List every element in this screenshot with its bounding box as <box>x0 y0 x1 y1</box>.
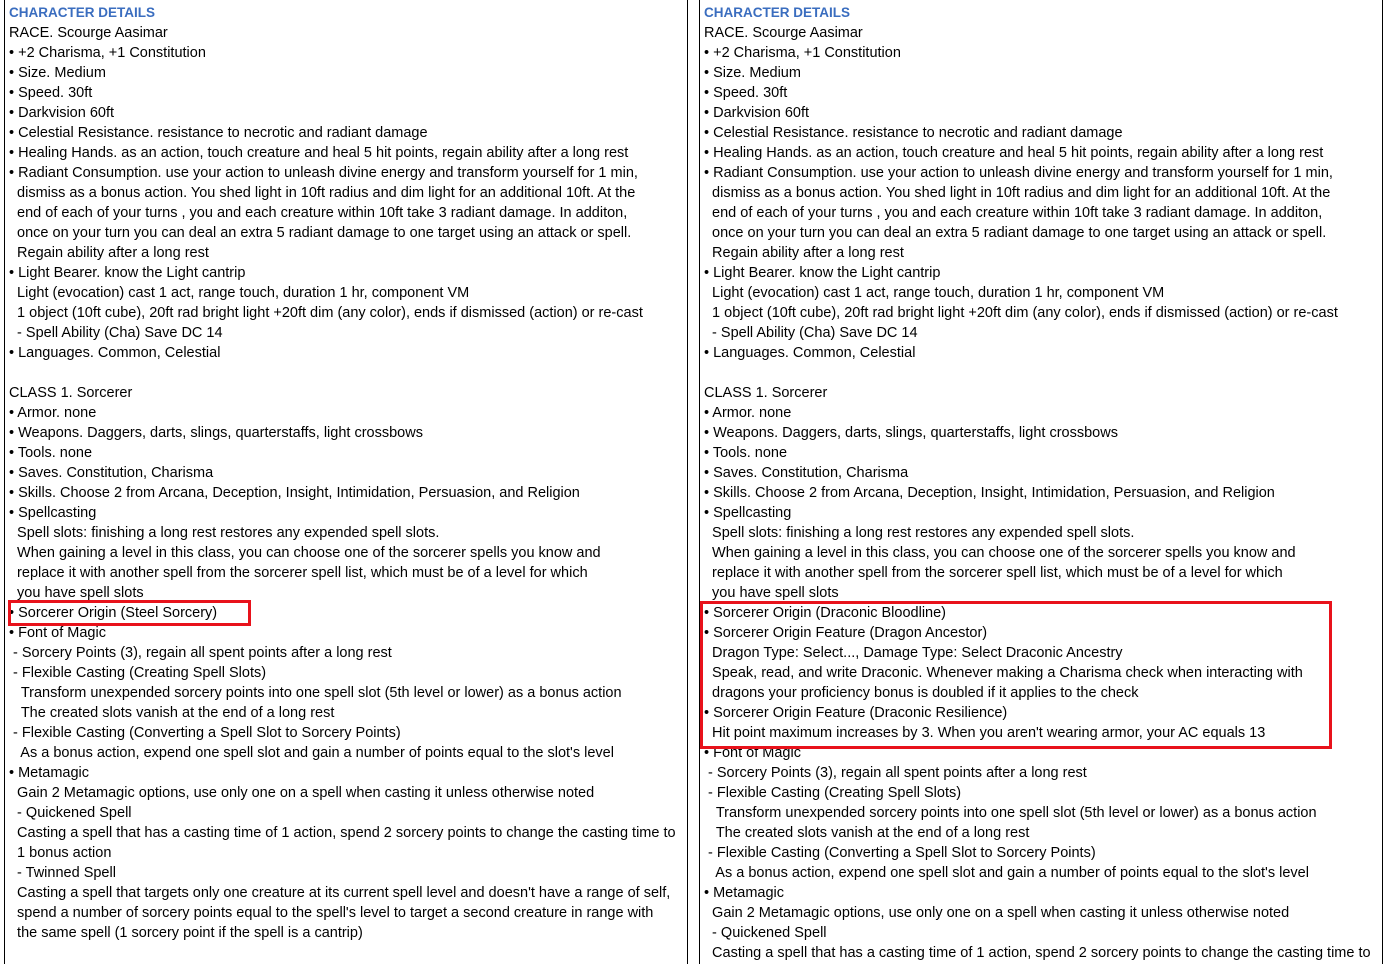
detail-line: • Saves. Constitution, Charisma <box>704 465 909 481</box>
detail-line <box>704 363 1382 383</box>
detail-line: - Quickened Spell <box>704 925 827 941</box>
detail-line: - Flexible Casting (Converting a Spell Slot to Sorcery Points) <box>9 725 401 741</box>
character-details-panel-right <box>699 0 1383 964</box>
detail-line: dragons your proficiency bonus is doubled if it applies to the check <box>704 685 1139 701</box>
detail-line: • Darkvision 60ft <box>9 105 115 121</box>
detail-line: • Metamagic <box>704 885 785 901</box>
detail-line: • Sorcerer Origin (Draconic Bloodline) <box>704 605 946 621</box>
detail-line: you have spell slots <box>9 585 144 601</box>
detail-line: Transform unexpended sorcery points into one spell slot (5th level or lower) as a bonus action <box>9 685 622 701</box>
detail-line: end of each of your turns , you and each creature within 10ft take 3 radiant damage. In additon, <box>704 205 1323 221</box>
detail-line: Speak, read, and write Draconic. Whenever making a Charisma check when interacting with <box>704 665 1303 681</box>
detail-line: • Sorcerer Origin (Steel Sorcery) <box>9 605 218 621</box>
detail-line: When gaining a level in this class, you can choose one of the sorcerer spells you know and <box>704 545 1296 561</box>
detail-line: - Quickened Spell <box>9 805 132 821</box>
detail-line: replace it with another spell from the sorcerer spell list, which must be of a level for which <box>9 565 588 581</box>
detail-line <box>9 363 687 383</box>
detail-line: once on your turn you can deal an extra 5 radiant damage to one target using an attack or spell. <box>704 225 1327 241</box>
detail-line: • Celestial Resistance. resistance to necrotic and radiant damage <box>704 125 1123 141</box>
detail-line: Hit point maximum increases by 3. When you aren't wearing armor, your AC equals 13 <box>704 725 1266 741</box>
detail-line: • Font of Magic <box>9 625 106 641</box>
detail-line: • Darkvision 60ft <box>704 105 810 121</box>
detail-line: • Radiant Consumption. use your action to unleash divine energy and transform yourself for 1 min, <box>9 165 638 181</box>
detail-line: • Size. Medium <box>9 65 106 81</box>
detail-line: spend a number of sorcery points equal to the spell's level to target a second creature in range with <box>9 905 654 921</box>
detail-line: The created slots vanish at the end of a long rest <box>9 705 335 721</box>
detail-line: • Weapons. Daggers, darts, slings, quarterstaffs, light crossbows <box>9 425 423 441</box>
detail-line: • Healing Hands. as an action, touch creature and heal 5 hit points, regain ability after a long rest <box>704 145 1324 161</box>
detail-line: Regain ability after a long rest <box>704 245 904 261</box>
detail-line: Casting a spell that has a casting time of 1 action, spend 2 sorcery points to change the casting time to <box>9 825 676 841</box>
detail-line: Transform unexpended sorcery points into one spell slot (5th level or lower) as a bonus action <box>704 805 1317 821</box>
detail-line: CLASS 1. Sorcerer <box>704 385 828 401</box>
section-heading: CHARACTER DETAILS <box>9 5 155 20</box>
character-details-panel-left <box>4 0 688 964</box>
detail-line: • +2 Charisma, +1 Constitution <box>9 45 206 61</box>
detail-line: • Spellcasting <box>704 505 792 521</box>
detail-line: 1 bonus action <box>9 845 112 861</box>
detail-line: • Celestial Resistance. resistance to necrotic and radiant damage <box>9 125 428 141</box>
detail-line: the same spell (1 sorcery point if the spell is a cantrip) <box>9 925 363 941</box>
detail-line: • Metamagic <box>9 765 90 781</box>
text-lines-right <box>704 3 1382 963</box>
detail-line: you have spell slots <box>704 585 839 601</box>
detail-line: - Sorcery Points (3), regain all spent points after a long rest <box>704 765 1087 781</box>
detail-line: • Font of Magic <box>704 745 801 761</box>
detail-line: - Flexible Casting (Creating Spell Slots) <box>9 665 267 681</box>
detail-line: RACE. Scourge Aasimar <box>704 25 863 41</box>
detail-line: • Light Bearer. know the Light cantrip <box>9 265 246 281</box>
detail-line: dismiss as a bonus action. You shed light in 10ft radius and dim light for an additional 10ft. At the <box>704 185 1331 201</box>
detail-line: - Spell Ability (Cha) Save DC 14 <box>9 325 223 341</box>
detail-line: RACE. Scourge Aasimar <box>9 25 168 41</box>
detail-line: When gaining a level in this class, you can choose one of the sorcerer spells you know and <box>9 545 601 561</box>
detail-line: • Languages. Common, Celestial <box>704 345 916 361</box>
detail-line: • Armor. none <box>9 405 97 421</box>
detail-line: once on your turn you can deal an extra 5 radiant damage to one target using an attack or spell. <box>9 225 632 241</box>
detail-line: • Skills. Choose 2 from Arcana, Deception, Insight, Intimidation, Persuasion, and Religion <box>704 485 1275 501</box>
detail-line: Light (evocation) cast 1 act, range touch, duration 1 hr, component VM <box>704 285 1165 301</box>
detail-line: As a bonus action, expend one spell slot and gain a number of points equal to the slot's level <box>9 745 614 761</box>
detail-line: • Skills. Choose 2 from Arcana, Deception, Insight, Intimidation, Persuasion, and Religion <box>9 485 580 501</box>
detail-line: Gain 2 Metamagic options, use only one on a spell when casting it unless otherwise noted <box>704 905 1290 921</box>
detail-line: - Flexible Casting (Converting a Spell Slot to Sorcery Points) <box>704 845 1096 861</box>
detail-line: • Radiant Consumption. use your action to unleash divine energy and transform yourself for 1 min, <box>704 165 1333 181</box>
detail-line: CLASS 1. Sorcerer <box>9 385 133 401</box>
detail-line: • Languages. Common, Celestial <box>9 345 221 361</box>
detail-line: dismiss as a bonus action. You shed light in 10ft radius and dim light for an additional 10ft. At the <box>9 185 636 201</box>
detail-line: Gain 2 Metamagic options, use only one on a spell when casting it unless otherwise noted <box>9 785 595 801</box>
detail-line: • Weapons. Daggers, darts, slings, quarterstaffs, light crossbows <box>704 425 1118 441</box>
detail-line: • Sorcerer Origin Feature (Draconic Resilience) <box>704 705 1008 721</box>
detail-line: • Speed. 30ft <box>9 85 93 101</box>
detail-line: • Tools. none <box>9 445 93 461</box>
detail-line: As a bonus action, expend one spell slot and gain a number of points equal to the slot's level <box>704 865 1309 881</box>
detail-line: 1 object (10ft cube), 20ft rad bright light +20ft dim (any color), ends if dismissed (action) or re-cast <box>704 305 1338 321</box>
text-lines-left <box>9 3 687 943</box>
detail-line: Light (evocation) cast 1 act, range touch, duration 1 hr, component VM <box>9 285 470 301</box>
section-heading: CHARACTER DETAILS <box>704 5 850 20</box>
detail-line: The created slots vanish at the end of a long rest <box>704 825 1030 841</box>
detail-line: Spell slots: finishing a long rest restores any expended spell slots. <box>704 525 1135 541</box>
detail-line: • Size. Medium <box>704 65 801 81</box>
detail-line: • Speed. 30ft <box>704 85 788 101</box>
detail-line: - Twinned Spell <box>9 865 116 881</box>
detail-line: - Flexible Casting (Creating Spell Slots) <box>704 785 962 801</box>
detail-line: Casting a spell that targets only one creature at its current spell level and doesn't have a range of self, <box>9 885 671 901</box>
detail-line: • Saves. Constitution, Charisma <box>9 465 214 481</box>
detail-line: - Sorcery Points (3), regain all spent points after a long rest <box>9 645 392 661</box>
detail-line: replace it with another spell from the sorcerer spell list, which must be of a level for which <box>704 565 1283 581</box>
detail-line: end of each of your turns , you and each creature within 10ft take 3 radiant damage. In additon, <box>9 205 628 221</box>
detail-line: Regain ability after a long rest <box>9 245 209 261</box>
detail-line: Spell slots: finishing a long rest restores any expended spell slots. <box>9 525 440 541</box>
detail-line: • Light Bearer. know the Light cantrip <box>704 265 941 281</box>
detail-line: Casting a spell that has a casting time of 1 action, spend 2 sorcery points to change the casting time to <box>704 945 1371 961</box>
detail-line: • Sorcerer Origin Feature (Dragon Ancestor) <box>704 625 988 641</box>
detail-line: 1 object (10ft cube), 20ft rad bright light +20ft dim (any color), ends if dismissed (action) or re-cast <box>9 305 643 321</box>
detail-line: • Armor. none <box>704 405 792 421</box>
detail-line: • Tools. none <box>704 445 788 461</box>
detail-line: Dragon Type: Select..., Damage Type: Select Draconic Ancestry <box>704 645 1123 661</box>
detail-line: - Spell Ability (Cha) Save DC 14 <box>704 325 918 341</box>
detail-line: • Healing Hands. as an action, touch creature and heal 5 hit points, regain ability after a long rest <box>9 145 629 161</box>
detail-line: • +2 Charisma, +1 Constitution <box>704 45 901 61</box>
detail-line: • Spellcasting <box>9 505 97 521</box>
